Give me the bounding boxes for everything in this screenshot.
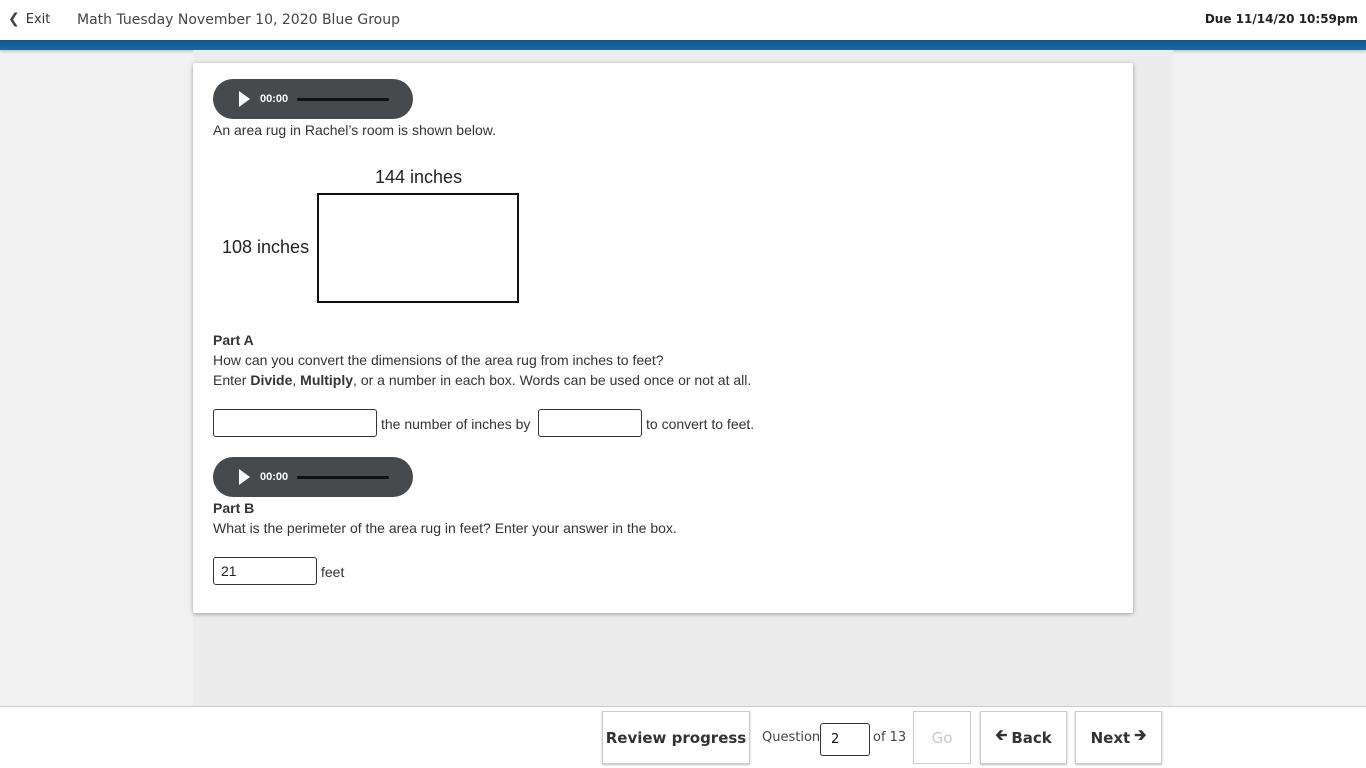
part-b-prompt: What is the perimeter of the area rug in feet? Enter your answer in the box. bbox=[213, 520, 677, 536]
answer-unit: feet bbox=[321, 564, 345, 580]
play-icon[interactable] bbox=[239, 469, 250, 485]
operation-input[interactable] bbox=[213, 409, 377, 437]
factor-input[interactable] bbox=[538, 409, 642, 437]
back-button[interactable] bbox=[980, 711, 1067, 764]
question-number-input[interactable] bbox=[820, 723, 870, 756]
instr-rest: , or a number in each box. Words can be used once or not at all. bbox=[353, 372, 752, 388]
exit-button[interactable] bbox=[8, 11, 50, 27]
next-button[interactable] bbox=[1075, 711, 1162, 764]
instr-divide: Divide bbox=[250, 372, 293, 388]
perimeter-answer-input[interactable] bbox=[213, 557, 317, 585]
figure-width-label: 144 inches bbox=[375, 167, 463, 187]
back-label: Back bbox=[1011, 728, 1052, 747]
question-label: Question bbox=[762, 730, 821, 745]
go-button[interactable]: Go bbox=[913, 711, 971, 764]
audio-time: 00:00 bbox=[260, 471, 289, 483]
rug-rectangle bbox=[317, 193, 519, 303]
audio-player-a[interactable] bbox=[213, 79, 413, 119]
question-intro: An area rug in Rachel’s room is shown below. bbox=[213, 122, 497, 138]
part-a-instructions bbox=[213, 372, 751, 388]
play-icon[interactable] bbox=[239, 91, 250, 107]
top-bar bbox=[0, 0, 1366, 40]
audio-progress-track[interactable] bbox=[297, 98, 389, 101]
figure-height-label: 108 inches bbox=[222, 237, 310, 257]
question-total: of 13 bbox=[873, 730, 907, 745]
instr-comma: , bbox=[292, 372, 301, 388]
arrow-right-icon: 🡲 bbox=[1134, 726, 1147, 744]
exit-label: Exit bbox=[25, 11, 51, 27]
part-a-heading: Part A bbox=[213, 332, 254, 348]
audio-time: 00:00 bbox=[260, 93, 289, 105]
part-a-mid-text: the number of inches by bbox=[381, 416, 531, 432]
part-a-prompt: How can you convert the dimensions of the area rug from inches to feet? bbox=[213, 352, 664, 368]
part-a-end-text: to convert to feet. bbox=[646, 416, 755, 432]
review-progress-button[interactable]: Review progress bbox=[602, 711, 750, 764]
assignment-title: Math Tuesday November 10, 2020 Blue Group bbox=[77, 12, 401, 28]
due-date: Due 11/14/20 10:59pm bbox=[1204, 12, 1358, 26]
part-b-heading: Part B bbox=[213, 500, 255, 516]
arrow-left-icon: 🡰 bbox=[995, 726, 1008, 744]
instr-enter: Enter bbox=[213, 372, 251, 388]
instr-multiply: Multiply bbox=[300, 372, 354, 388]
chevron-left-icon: ❮ bbox=[8, 11, 20, 27]
audio-progress-track[interactable] bbox=[297, 476, 389, 479]
audio-player-b[interactable] bbox=[213, 457, 413, 497]
header-stripe bbox=[0, 40, 1366, 50]
next-label: Next bbox=[1090, 728, 1131, 747]
